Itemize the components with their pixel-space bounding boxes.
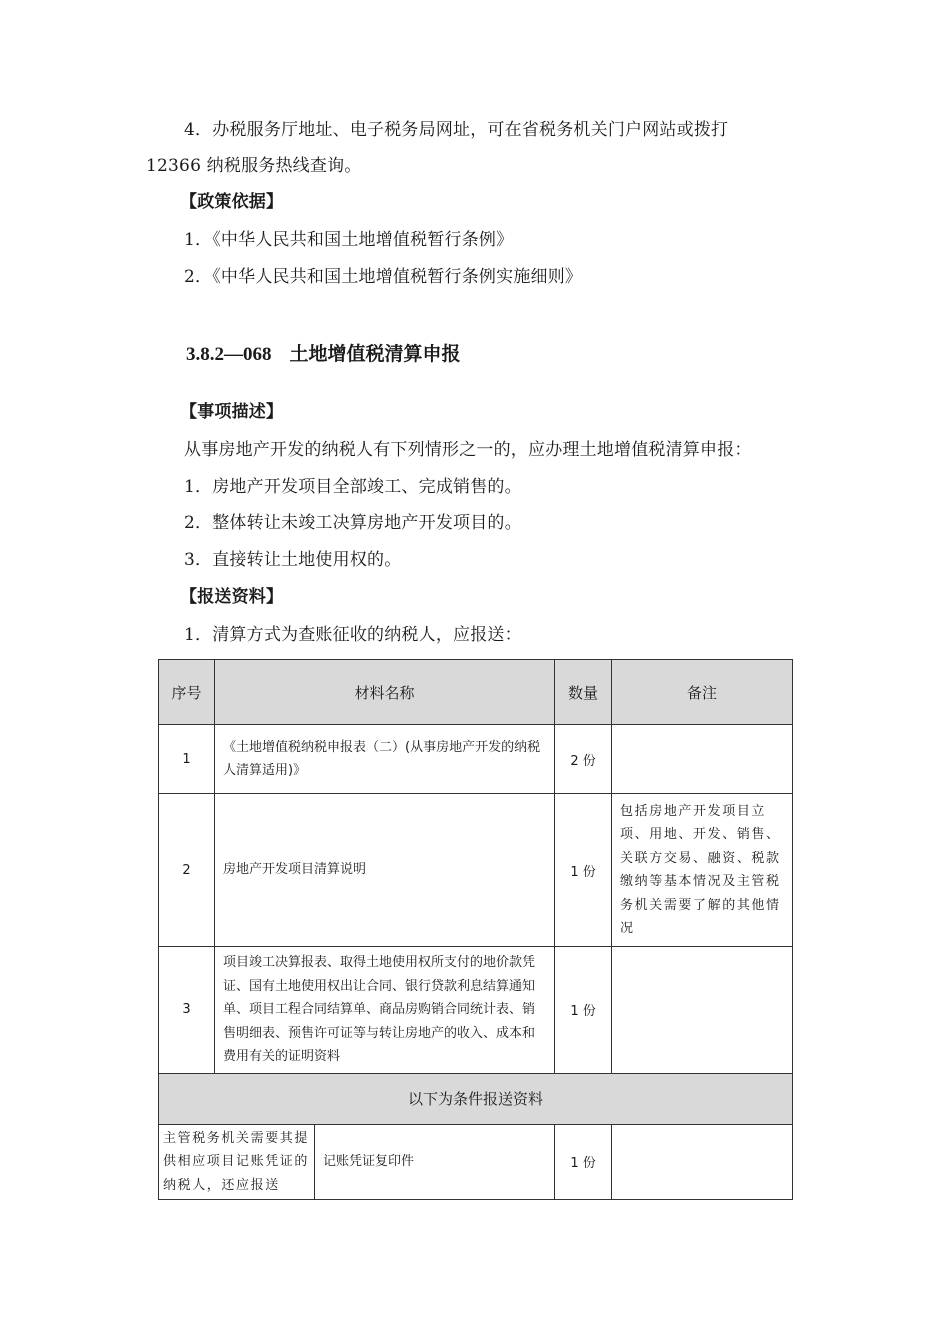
- row-qty: 1 份: [555, 947, 612, 1074]
- intro-line-2: 12366 纳税服务热线查询。: [146, 156, 362, 176]
- conditional-note: [612, 1124, 793, 1200]
- policy-label: 【政策依据】: [180, 192, 284, 212]
- description-item-1: 1．房地产开发项目全部竣工、完成销售的。: [184, 477, 522, 497]
- row-name: 《土地增值税纳税申报表（二）(从事房地产开发的纳税人清算适用)》: [215, 725, 555, 794]
- section-number: 3.8.2—068: [186, 344, 272, 365]
- materials-label: 【报送资料】: [180, 587, 284, 607]
- materials-table: [158, 659, 793, 1200]
- row-no: 3: [159, 947, 215, 1074]
- intro-line-1: 4．办税服务厅地址、电子税务局网址，可在省税务机关门户网站或拨打: [184, 120, 729, 140]
- row-no: 2: [159, 794, 215, 947]
- section-heading: [186, 341, 461, 368]
- row-name: 项目竣工决算报表、取得土地使用权所支付的地价款凭证、国有土地使用权出让合同、银行贷款利息结算通知单、项目工程合同结算单、商品房购销合同统计表、销售明细表、预售许可证等与转让房地产的收入、成本和费用有关的证明资料: [215, 947, 555, 1074]
- header-qty: 数量: [555, 660, 612, 725]
- row-note: 包括房地产开发项目立项、用地、开发、销售、关联方交易、融资、税款缴纳等基本情况及主管税务机关需要了解的其他情况: [612, 794, 793, 947]
- header-note: 备注: [612, 660, 793, 725]
- row-note: [612, 725, 793, 794]
- section-title: 土地增值税清算申报: [289, 343, 461, 365]
- policy-item-2: 2．《中华人民共和国土地增值税暂行条例实施细则》: [184, 267, 583, 287]
- conditional-condition: 主管税务机关需要其提供相应项目记账凭证的纳税人，还应报送: [159, 1124, 315, 1200]
- table-row: [159, 947, 793, 1074]
- table-row: [159, 794, 793, 947]
- table-header-row: [159, 660, 793, 725]
- header-no: 序号: [159, 660, 215, 725]
- row-note: [612, 947, 793, 1074]
- table-row: [159, 725, 793, 794]
- row-name: 房地产开发项目清算说明: [215, 794, 555, 947]
- conditional-header: 以下为条件报送资料: [159, 1073, 793, 1124]
- description-item-2: 2．整体转让未竣工决算房地产开发项目的。: [184, 513, 522, 533]
- description-label: 【事项描述】: [180, 402, 284, 422]
- header-name: 材料名称: [215, 660, 555, 725]
- conditional-name: 记账凭证复印件: [315, 1124, 555, 1200]
- table-row: [159, 1124, 793, 1200]
- conditional-header-row: [159, 1073, 793, 1124]
- policy-item-1: 1．《中华人民共和国土地增值税暂行条例》: [184, 230, 514, 250]
- description-lead: 从事房地产开发的纳税人有下列情形之一的，应办理土地增值税清算申报：: [184, 440, 752, 460]
- row-qty: 1 份: [555, 794, 612, 947]
- row-no: 1: [159, 725, 215, 794]
- row-qty: 2 份: [555, 725, 612, 794]
- materials-intro: 1．清算方式为查账征收的纳税人，应报送：: [184, 625, 522, 645]
- description-item-3: 3．直接转让土地使用权的。: [184, 550, 402, 570]
- conditional-qty: 1 份: [555, 1124, 612, 1200]
